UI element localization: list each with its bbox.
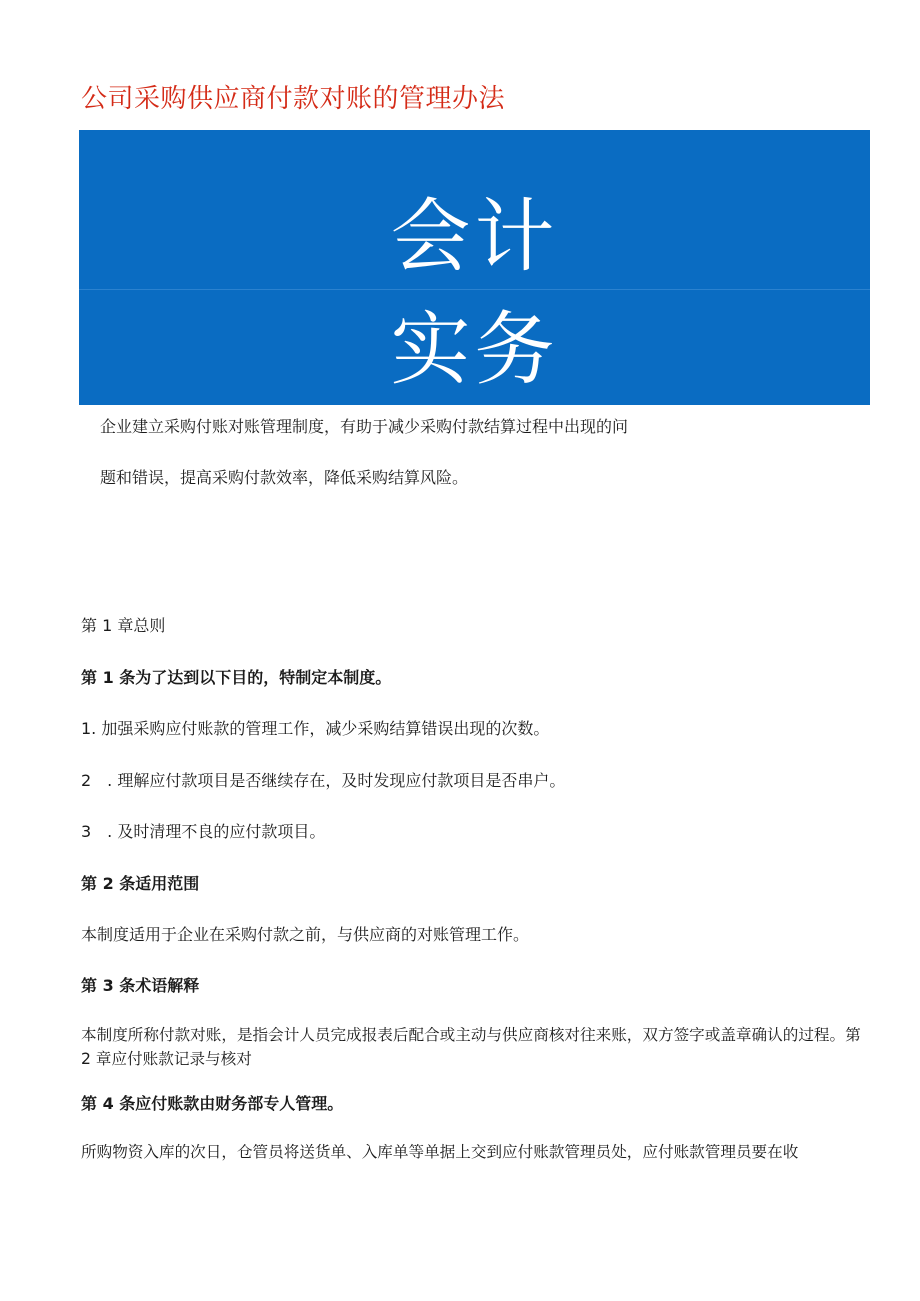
paragraph: 所购物资入库的次日，仓管员将送货单、入库单等单据上交到应付账款管理员处，应付账款管理员要在收 [81, 1143, 799, 1161]
banner-line-1: 会计 [390, 190, 559, 283]
article-heading: 第 4 条应付账款由财务部专人管理。 [81, 1094, 344, 1113]
document-title: 公司采购供应商付款对账的管理办法 [81, 84, 506, 114]
paragraph: 本制度所称付款对账，是指会计人员完成报表后配合或主动与供应商核对往来账，双方签字或盖章确认的过程。第 2 章应付账款记录与核对 [81, 1026, 861, 1068]
article-heading: 第 3 条术语解释 [81, 976, 200, 995]
banner-divider [79, 289, 870, 290]
banner-line-2: 实务 [390, 303, 559, 396]
intro-line-1: 企业建立采购付账对账管理制度，有助于减少采购付款结算过程中出现的问 [100, 417, 629, 436]
banner [79, 130, 870, 405]
chapter-heading: 第 1 章总则 [81, 616, 166, 635]
intro-line-2: 题和错误，提高采购付款效率，降低采购结算风险。 [100, 468, 469, 487]
list-item: 3 . 及时清理不良的应付款项目。 [81, 822, 326, 841]
article-heading: 第 2 条适用范围 [81, 874, 200, 893]
article-heading: 第 1 条为了达到以下目的，特制定本制度。 [81, 668, 392, 687]
paragraph: 本制度适用于企业在采购付款之前，与供应商的对账管理工作。 [81, 925, 530, 944]
list-item: 1. 加强采购应付账款的管理工作，减少采购结算错误出现的次数。 [81, 719, 550, 738]
list-item: 2 . 理解应付款项目是否继续存在，及时发现应付款项目是否串户。 [81, 771, 566, 790]
